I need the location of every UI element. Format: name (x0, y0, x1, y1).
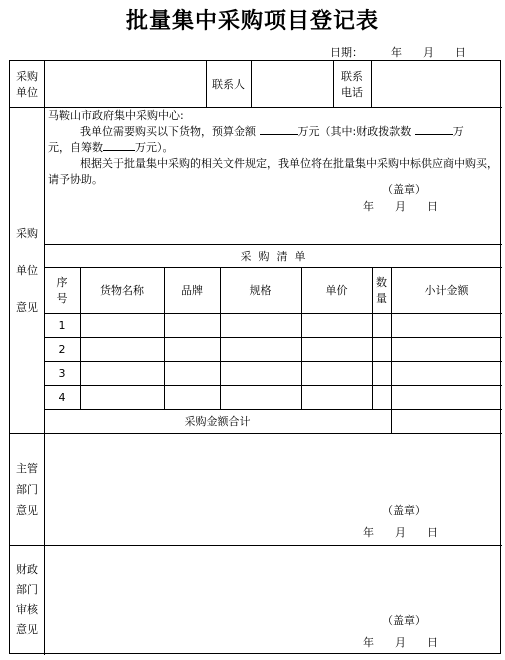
opinion-label (10, 107, 44, 433)
header-qty-line2: 量 (376, 292, 387, 305)
self-fund-text: 元，自筹数 (48, 141, 103, 154)
budget-blank (260, 124, 298, 135)
total-label: 采购金额合计 (184, 415, 251, 428)
dept-label-line1: 主管 (16, 461, 38, 475)
fiscal-blank (415, 124, 453, 135)
dept-seal: （盖章） (382, 504, 426, 517)
finance-seal: （盖章） (382, 614, 426, 627)
unit-label-line1: 采购 (16, 70, 38, 83)
finance-label-line3: 审核 (16, 603, 38, 616)
row-divider-4 (44, 385, 502, 386)
form-title: 批量集中采购项目登记表 (125, 8, 379, 34)
row-seq-4: 4 (58, 390, 66, 404)
row-divider-finance (10, 545, 502, 546)
self-fund-blank (103, 140, 135, 151)
opinion-date: 年 月 日 (363, 200, 438, 213)
header-qty-line1: 数 (376, 276, 387, 289)
opinion-paragraph-1 (48, 124, 498, 140)
row-seq-3: 3 (58, 366, 66, 380)
budget-text: 我单位需要购买以下货物，预算金额 (80, 125, 256, 138)
phone-label (333, 61, 371, 107)
dept-date: 年 月 日 (363, 526, 438, 539)
opinion-paragraph-1-cont (48, 140, 498, 156)
self-fund-unit: 万元）。 (135, 141, 174, 154)
dept-label (10, 433, 44, 545)
registration-form (9, 60, 501, 654)
phone-label-line2: 电话 (341, 86, 363, 99)
header-seq (44, 267, 80, 313)
fiscal-text: 万元（其中:财政拨款数 (297, 125, 412, 138)
header-subtotal: 小计金额 (424, 284, 469, 297)
row-seq-1: 1 (58, 318, 66, 332)
header-spec: 规格 (249, 284, 272, 297)
header-seq-line2: 号 (56, 292, 68, 305)
list-title: 采 购 清 单 (240, 249, 306, 263)
row-divider-dept (10, 433, 502, 434)
fiscal-unit: 万 (452, 125, 464, 138)
phone-label-line1: 联系 (341, 70, 363, 83)
header-name: 货物名称 (100, 284, 144, 297)
finance-label (10, 545, 44, 655)
unit-label-line2: 单位 (16, 86, 38, 99)
header-qty (372, 267, 391, 313)
finance-label-line1: 财政 (16, 563, 38, 576)
date-line: 日期： 年 月 日 (330, 46, 466, 59)
dept-label-line2: 部门 (16, 482, 38, 496)
opinion-label-line1: 采购 (16, 226, 38, 240)
header-brand: 品牌 (181, 284, 203, 297)
opinion-paragraph-2: 根据关于批量集中采购的相关文件规定，我单位将在批量集中采购中标供应商中购买，请予协助。 (48, 157, 498, 186)
row-divider-3 (44, 361, 502, 362)
row-seq-2: 2 (58, 342, 66, 356)
dept-label-line3: 意见 (16, 503, 38, 517)
header-price: 单价 (325, 284, 348, 297)
row-divider-1 (44, 313, 502, 314)
header-seq-line1: 序 (56, 276, 68, 289)
finance-date: 年 月 日 (363, 636, 438, 649)
col-divider-contact-right (251, 61, 252, 107)
contact-label: 联系人 (212, 78, 245, 91)
opinion-seal: （盖章） (382, 183, 426, 196)
col-divider-phone-right (371, 61, 372, 107)
opinion-label-line2: 单位 (16, 263, 38, 277)
finance-label-line4: 意见 (16, 623, 38, 636)
opinion-label-line3: 意见 (16, 300, 38, 314)
unit-label (10, 61, 44, 107)
opinion-addressee: 马鞍山市政府集中采购中心: (48, 109, 184, 122)
finance-label-line2: 部门 (16, 583, 38, 596)
row-divider-2 (44, 337, 502, 338)
